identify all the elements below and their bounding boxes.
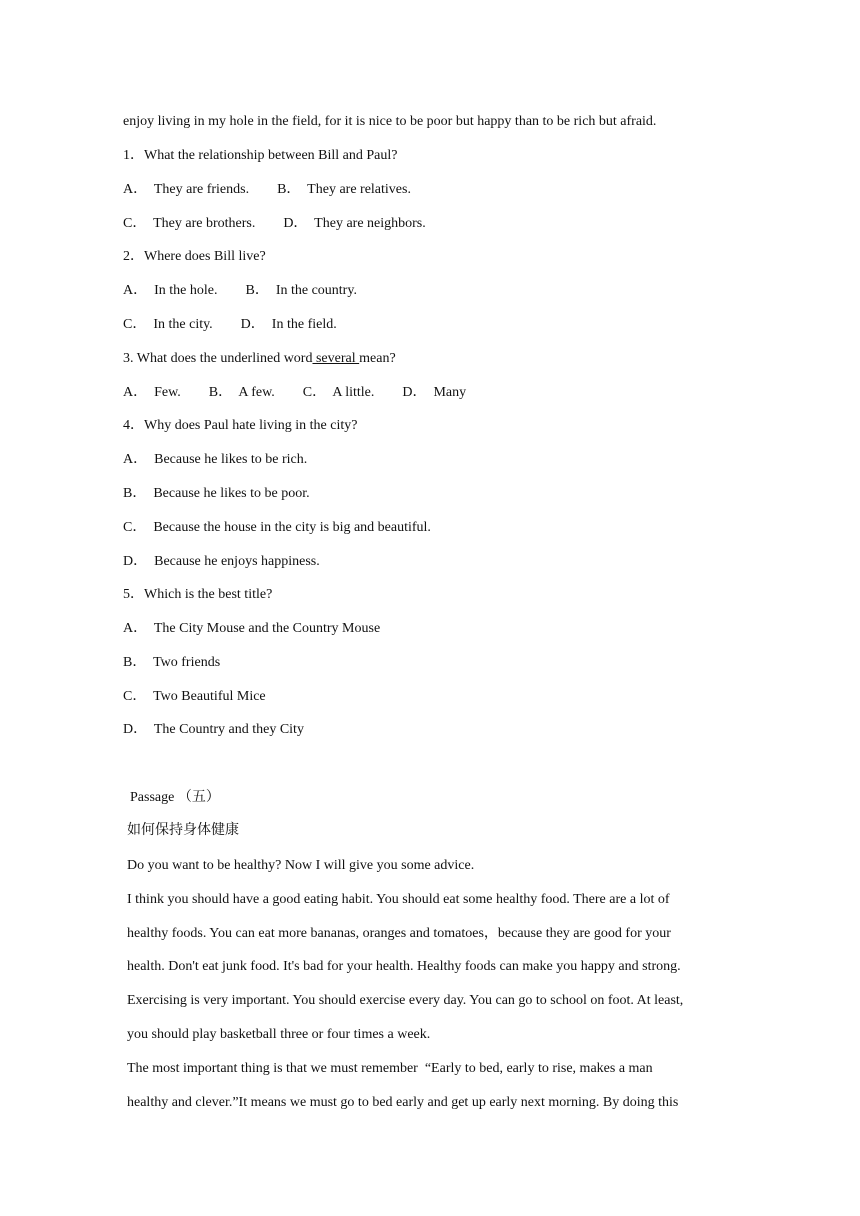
paragraph-4-line-2: healthy and clever.”It means we must go to bed early and get up early next morning. By doing this [127, 1095, 679, 1110]
paragraph-2-line-3: health. Don't eat junk food. It's bad for your health. Healthy foods can make you happy and strong. [127, 959, 681, 974]
paragraph-3-line-1: Exercising is very important. You should exercise every day. You can go to school on foot. At least, [127, 993, 684, 1008]
passage-chinese-title: 如何保持身体健康 [127, 823, 239, 838]
passage-end-line: enjoy living in my hole in the field, for it is nice to be poor but happy than to be rich but afraid. [123, 114, 657, 129]
paragraph-4-line-1: The most important thing is that we must remember “Early to bed, early to rise, makes a man [127, 1061, 653, 1076]
question-2-options-ab: A． In the hole. B． In the country. [123, 283, 357, 298]
paragraph-1: Do you want to be healthy? Now I will give you some advice. [127, 858, 475, 873]
underlined-word: several [312, 351, 360, 366]
question-4: 4．Why does Paul hate living in the city? [123, 418, 358, 433]
paragraph-2-line-2: healthy foods. You can eat more bananas, oranges and tomatoes，because they are good for your [127, 926, 671, 941]
question-5-option-b: B． Two friends [123, 655, 221, 670]
question-3 [123, 350, 396, 368]
question-5: 5．Which is the best title? [123, 587, 273, 602]
paragraph-2-line-1: I think you should have a good eating habit. You should eat some healthy food. There are a lot of [127, 892, 670, 907]
paragraph-3-line-2: you should play basketball three or four times a week. [127, 1027, 431, 1042]
question-4-option-b: B． Because he likes to be poor. [123, 486, 310, 501]
question-3-suffix: mean? [359, 351, 396, 366]
question-2: 2．Where does Bill live? [123, 249, 266, 264]
question-4-option-a: A． Because he likes to be rich. [123, 452, 308, 467]
question-5-option-c: C． Two Beautiful Mice [123, 689, 266, 704]
question-5-option-a: A． The City Mouse and the Country Mouse [123, 621, 381, 636]
question-1-options-cd: C． They are brothers. D． They are neighbors. [123, 216, 426, 231]
question-1: 1．What the relationship between Bill and Paul? [123, 148, 398, 163]
question-4-option-d: D． Because he enjoys happiness. [123, 554, 320, 569]
question-1-options-ab: A． They are friends. B． They are relatives. [123, 182, 411, 197]
question-2-options-cd: C． In the city. D． In the field. [123, 317, 337, 332]
question-3-prefix: 3. What does the underlined word [123, 351, 313, 366]
passage-heading: Passage （五） [130, 790, 220, 805]
question-5-option-d: D． The Country and they City [123, 722, 304, 737]
question-3-options: A． Few. B． A few. C． A little. D． Many [123, 385, 467, 400]
question-4-option-c: C． Because the house in the city is big and beautiful. [123, 520, 431, 535]
